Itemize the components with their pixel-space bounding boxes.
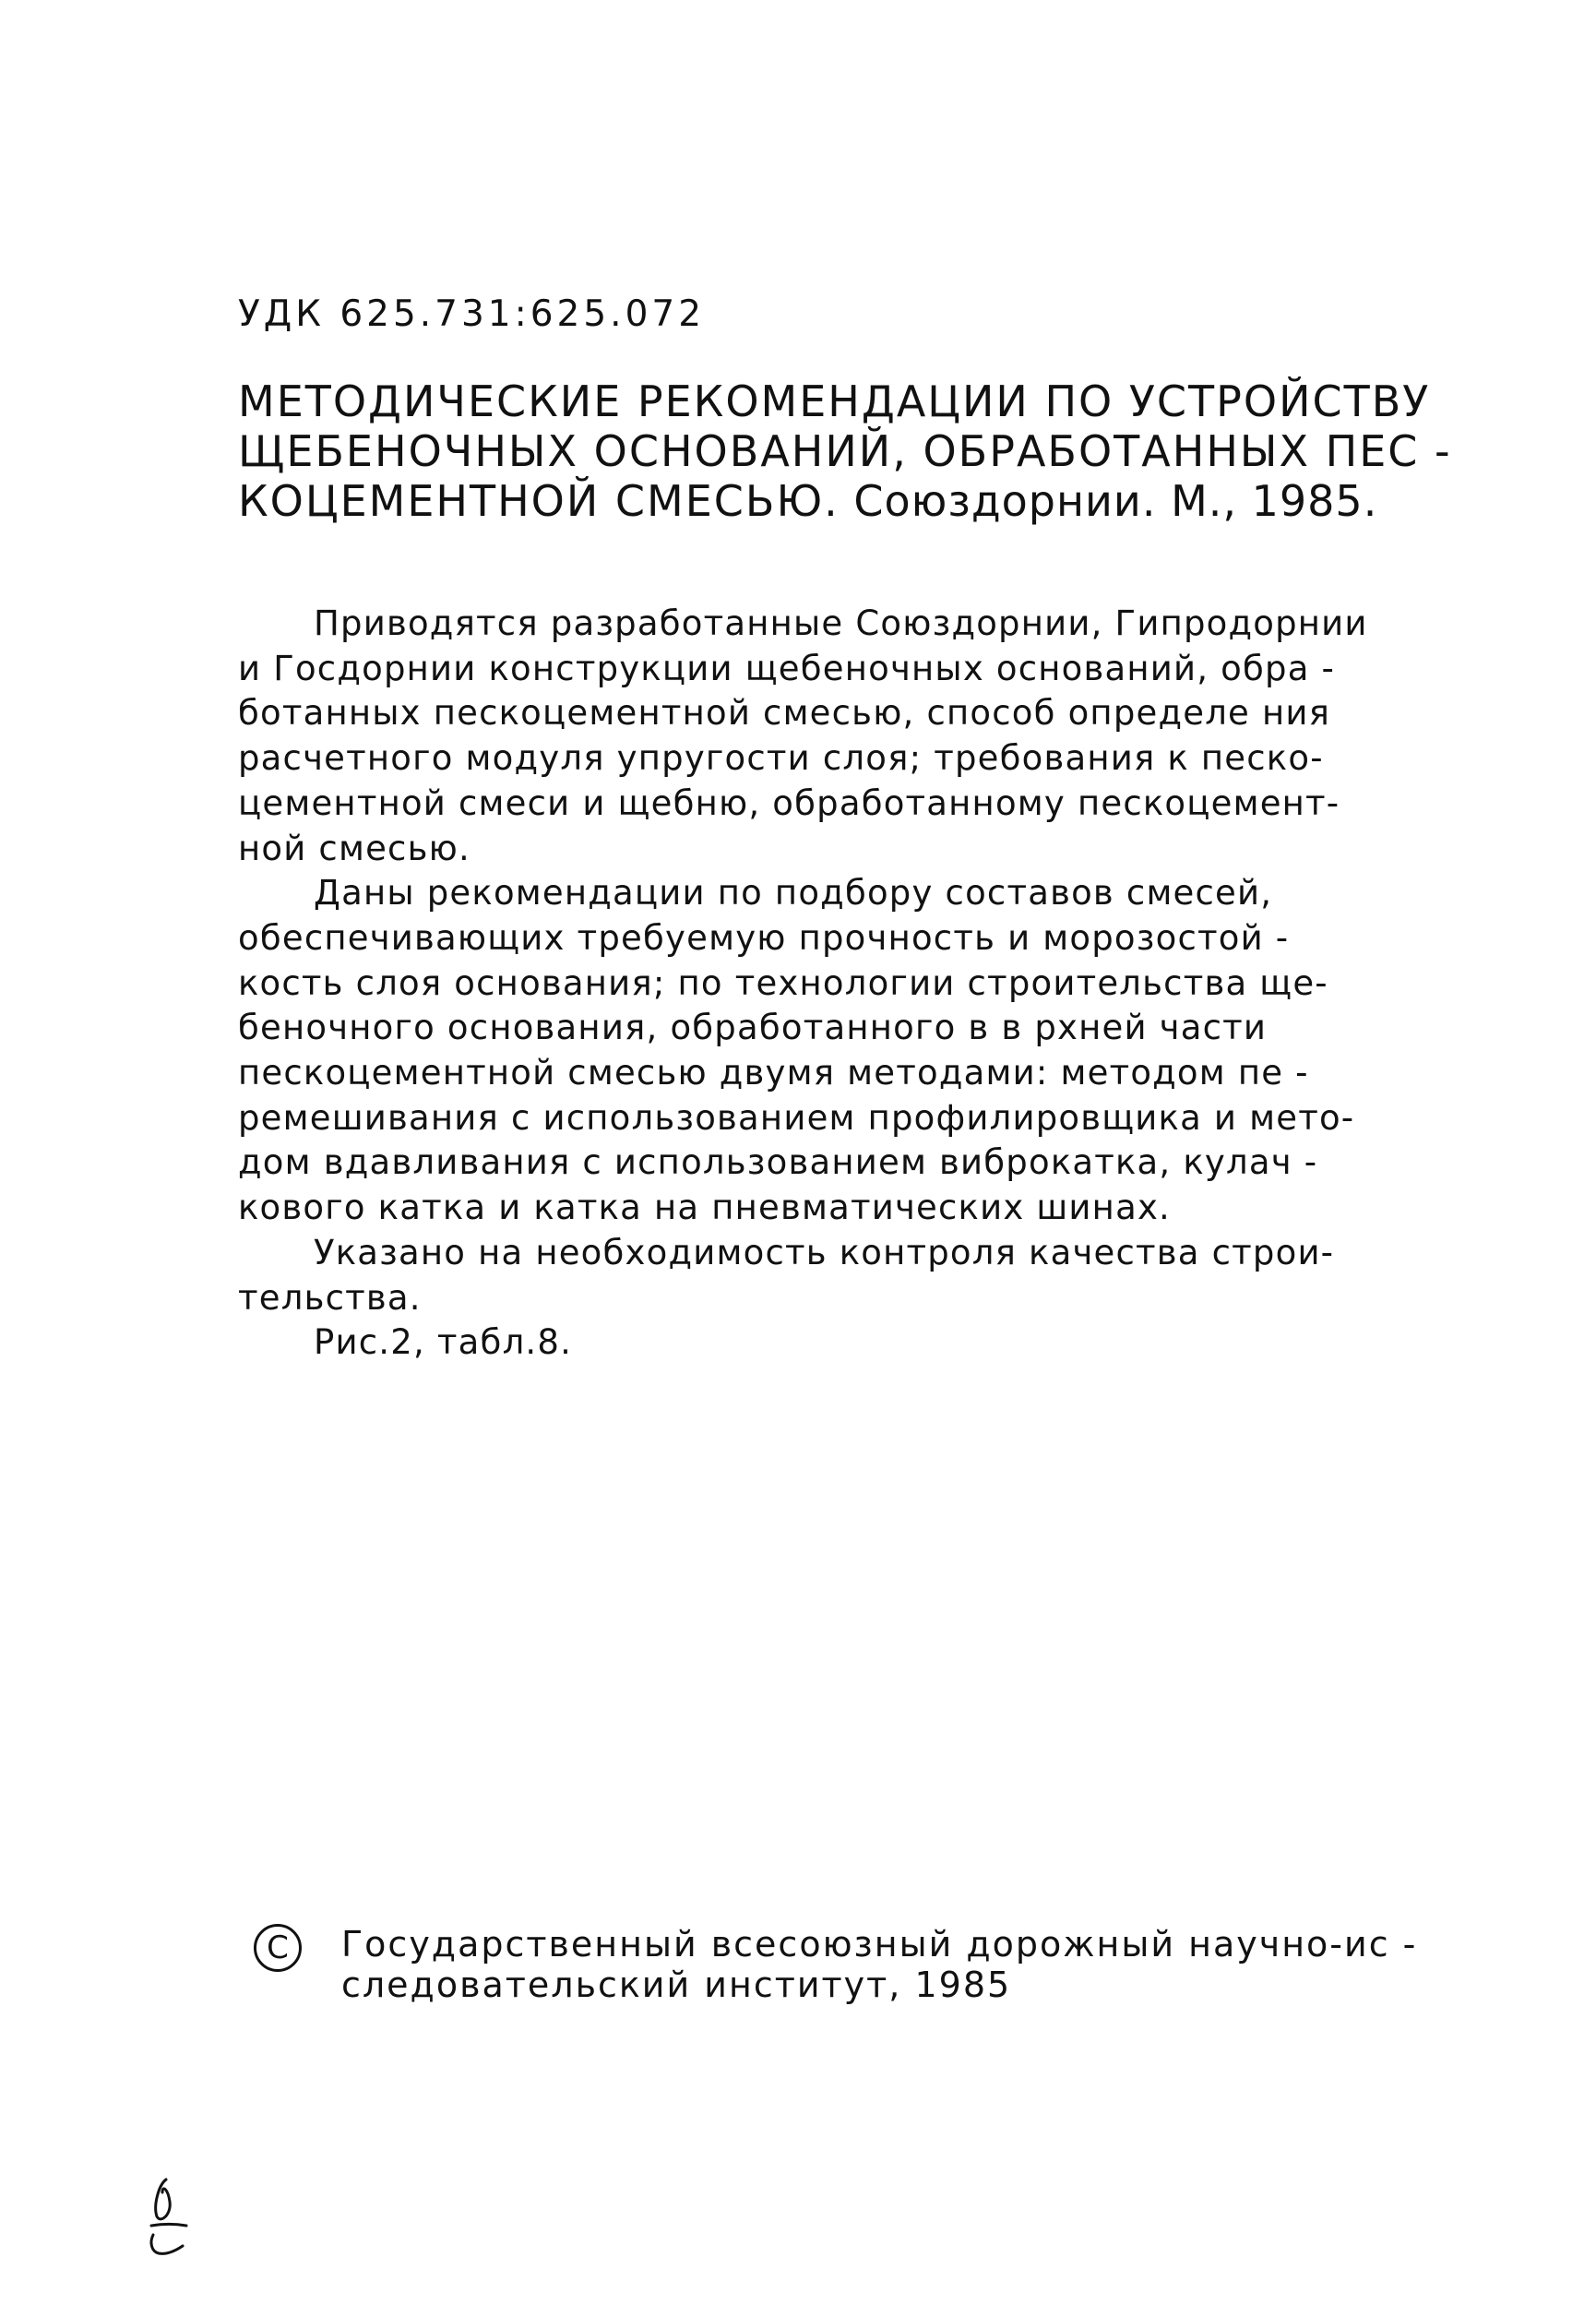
text-line: расчетного модуля упругости слоя; требования к песко- [238, 738, 1324, 779]
title-publisher: Союздорнии. М., 1985. [839, 476, 1378, 526]
text-line: Указано на необходимость контроля качества строи- [314, 1232, 1335, 1272]
title-line [238, 476, 1474, 526]
text-line: пескоцементной смесью двумя методами: методом пе - [238, 1053, 1309, 1093]
text-line: Приводятся разработанные Союздорнии, Гипродорнии [314, 603, 1368, 643]
text-line: кового катка и катка на пневматических шинах. [238, 1188, 1171, 1228]
udk-code: УДК 625.731:625.072 [238, 293, 706, 335]
text-line: обеспечивающих требуемую прочность и морозостой - [238, 917, 1290, 958]
text-line: дом вдавливания с использованием виброкатка, кулач - [238, 1142, 1318, 1183]
title-caps: КОЦЕМЕНТНОЙ СМЕСЬЮ. [238, 476, 840, 526]
figures-tables-count: Рис.2, табл.8. [314, 1322, 573, 1363]
text-line: ботанных пескоцементной смесью, способ определе ния [238, 693, 1331, 734]
abstract-paragraph [238, 871, 1456, 1231]
copyright-icon: C [254, 1924, 302, 1972]
text-line: тельства. [238, 1277, 422, 1318]
handwritten-signature-icon [138, 2168, 203, 2270]
signature-stroke [151, 2235, 183, 2253]
title-line: МЕТОДИЧЕСКИЕ РЕКОМЕНДАЦИИ ПО УСТРОЙСТВУ [238, 376, 1431, 426]
text-line: Государственный всесоюзный дорожный научно-ис - [341, 1924, 1418, 1965]
text-line: и Госдорнии конструкции щебеночных оснований, обра - [238, 648, 1336, 688]
text-line: ной смесью. [238, 828, 470, 868]
signature-stroke [156, 2180, 170, 2219]
text-line: следовательский институт, 1985 [341, 1965, 1012, 2005]
abstract-text [238, 602, 1456, 1366]
abstract-paragraph [238, 1231, 1456, 1320]
title-line: ЩЕБЕНОЧНЫХ ОСНОВАНИЙ, ОБРАБОТАННЫХ ПЕС - [238, 426, 1452, 476]
text-line: ремешивания с использованием профилировщика и мето- [238, 1097, 1355, 1138]
text-line: цементной смеси и щебню, обработанному пескоцемент- [238, 782, 1340, 823]
document-title [238, 376, 1474, 526]
text-line: кость слоя основания; по технологии строительства ще- [238, 962, 1328, 1003]
abstract-paragraph [238, 602, 1456, 871]
text-line: беночного основания, обработанного в в рхней части [238, 1008, 1268, 1048]
text-line: Даны рекомендации по подбору составов смесей, [314, 873, 1273, 914]
copyright-text [341, 1924, 1417, 2005]
signature-stroke [151, 2225, 186, 2227]
